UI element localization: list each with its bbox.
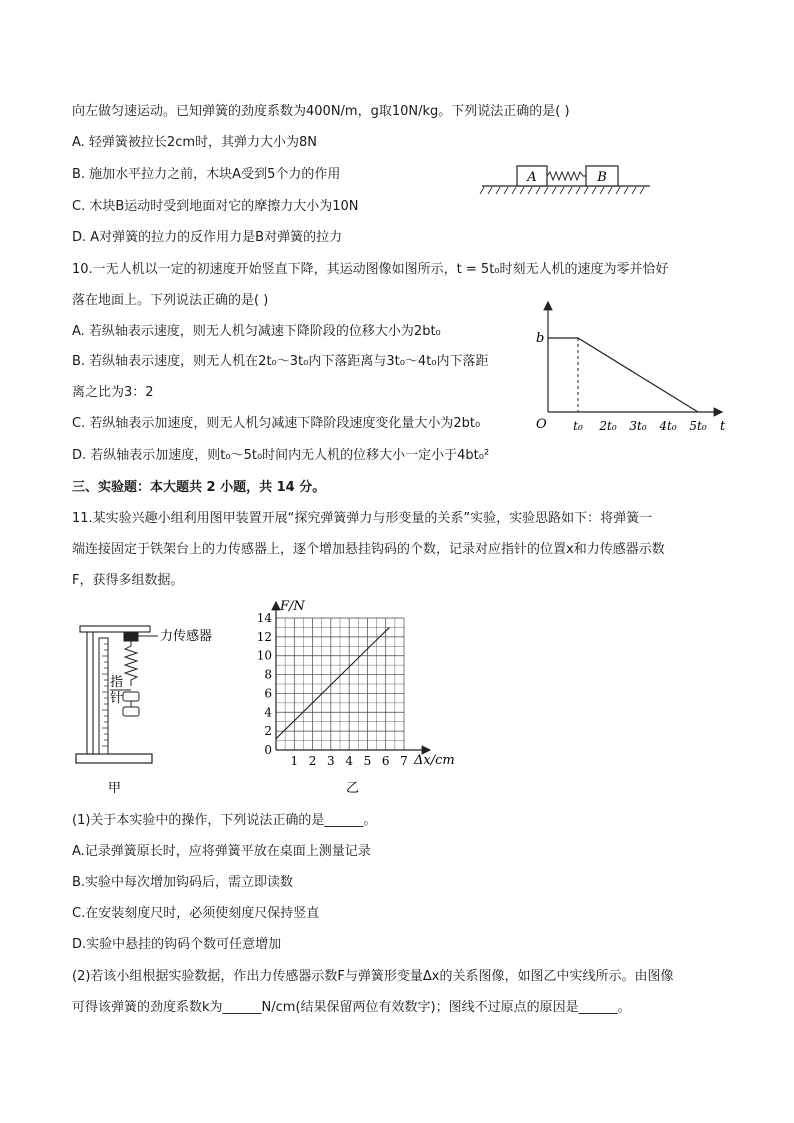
- q9-option-a: A. 轻弹簧被拉长2cm时，其弹力大小为8N: [72, 135, 318, 150]
- q11-figure-jia: [66, 614, 236, 794]
- q9-option-b: B. 施加水平拉力之前，木块A受到5个力的作用: [72, 167, 341, 182]
- chart-x-tick-label: 2: [308, 754, 317, 768]
- hanging-spring: [125, 641, 137, 686]
- q10-graph: [530, 296, 730, 438]
- q10-option-d: D. 若纵轴表示加速度，则t₀～5t₀时间内无人机的位移大小一定小于4bt₀²: [72, 448, 490, 463]
- chart-y-tick-label: 12: [256, 629, 272, 644]
- q10-stem-line1: 10.一无人机以一定的初速度开始竖直下降，其运动图像如图所示，t = 5t₀时刻无人机的速度为零并恰好: [72, 262, 669, 277]
- q10-option-a: A. 若纵轴表示速度，则无人机匀减速下降阶段的位移大小为2bt₀: [72, 324, 441, 339]
- chart-x-label: Δx/cm: [414, 753, 455, 768]
- chart-x-tick-label: 6: [381, 754, 390, 768]
- pointer-label-2: 针: [110, 691, 124, 706]
- q10-option-b: B. 若纵轴表示速度，则无人机在2t₀～3t₀内下落距离与3t₀～4t₀内下落距: [72, 354, 489, 369]
- q10-tick-4t0: 4t₀: [659, 419, 677, 433]
- caption-yi: 乙: [346, 781, 360, 796]
- chart-y-tick-label: 8: [264, 667, 272, 682]
- chart-y-tick-label: 0: [264, 743, 272, 757]
- q9-stem: 向左做匀速运动。已知弹簧的劲度系数为400N/m，g取10N/kg。下列说法正确的是( ): [72, 104, 570, 119]
- q11-figure-yi-chart: [254, 596, 468, 796]
- q10-origin: O: [536, 417, 547, 432]
- q10-tick-t0: t₀: [573, 419, 583, 433]
- chart-x-tick-label: 4: [345, 754, 353, 768]
- spring: [547, 172, 586, 180]
- chart-x-tick-label: 3: [327, 754, 335, 768]
- weight-1: [123, 692, 139, 701]
- q10-y-label: b: [536, 331, 545, 346]
- q10-option-c: C. 若纵轴表示加速度，则无人机匀减速下降阶段速度变化量大小为2bt₀: [72, 416, 481, 431]
- force-sensor: [124, 632, 138, 641]
- q10-graph-line: [548, 338, 698, 412]
- caption-jia: 甲: [108, 781, 122, 794]
- q11-stem-line2: 端连接固定于铁架台上的力传感器上，逐个增加悬挂钩码的个数，记录对应指针的位置x和力传感器示数: [72, 542, 665, 557]
- q10-option-b-cont: 离之比为3：2: [72, 385, 154, 400]
- pointer-label-1: 指: [110, 675, 124, 690]
- q11-sub1-option-d: D.实验中悬挂的钩码个数可任意增加: [72, 937, 282, 952]
- chart-y-tick-label: 14: [256, 611, 272, 625]
- chart-y-tick-label: 2: [264, 724, 272, 739]
- q11-sub1-option-b: B.实验中每次增加钩码后，需立即读数: [72, 875, 294, 890]
- q9-option-d: D. A对弹簧的拉力的反作用力是B对弹簧的拉力: [72, 230, 343, 245]
- chart-x-tick-label: 5: [363, 754, 372, 768]
- chart-grid: [276, 618, 404, 750]
- q11-stem-line1: 11.某实验兴趣小组利用图甲装置开展“探究弹簧弹力与形变量的关系”实验，实验思路如下：将弹簧一: [72, 511, 653, 526]
- q10-stem-line2: 落在地面上。下列说法正确的是( ): [72, 293, 269, 308]
- q11-sub1-question: (1)关于本实验中的操作，下列说法正确的是______。: [72, 813, 377, 828]
- chart-y-tick-label: 4: [264, 705, 272, 720]
- scale-ruler: [99, 638, 108, 754]
- block-a-label: A: [527, 170, 537, 185]
- q9-figure-blocks: [478, 160, 656, 198]
- q10-tick-5t0: 5t₀: [689, 419, 707, 433]
- sensor-label: 力传感器: [160, 629, 213, 644]
- stand-base: [76, 754, 152, 763]
- chart-series-line: [276, 627, 389, 738]
- stand-arm: [80, 626, 150, 632]
- section3-heading: 三、实验题：本大题共 2 小题，共 14 分。: [72, 480, 326, 495]
- chart-y-label: F/N: [280, 599, 305, 614]
- block-b-label: B: [597, 170, 607, 185]
- q11-sub2-line2: 可得该弹簧的劲度系数k为______N/cm(结果保留两位有效数字)；图线不过原点的原因是______。: [72, 1000, 631, 1015]
- q10-tick-3t0: 3t₀: [629, 419, 647, 433]
- q11-sub2-line1: (2)若该小组根据实验数据，作出力传感器示数F与弹簧形变量Δx的关系图像，如图乙中实线所示。由图像: [72, 969, 674, 984]
- q10-tick-2t0: 2t₀: [599, 419, 617, 433]
- q11-sub1-option-a: A.记录弹簧原长时，应将弹簧平放在桌面上测量记录: [72, 844, 371, 859]
- chart-y-tick-label: 10: [256, 648, 272, 663]
- q11-stem-line3: F，获得多组数据。: [72, 573, 184, 588]
- chart-x-tick-label: 7: [400, 754, 408, 768]
- weight-2: [123, 707, 139, 716]
- q9-option-c: C. 木块B运动时受到地面对它的摩擦力大小为10N: [72, 199, 359, 214]
- chart-x-tick-label: 1: [290, 754, 299, 768]
- q10-x-label: t: [720, 419, 726, 434]
- stand-pole: [87, 626, 93, 754]
- q11-sub1-option-c: C.在安装刻度尺时，必须使刻度尺保持竖直: [72, 906, 320, 921]
- chart-y-tick-label: 6: [264, 686, 272, 701]
